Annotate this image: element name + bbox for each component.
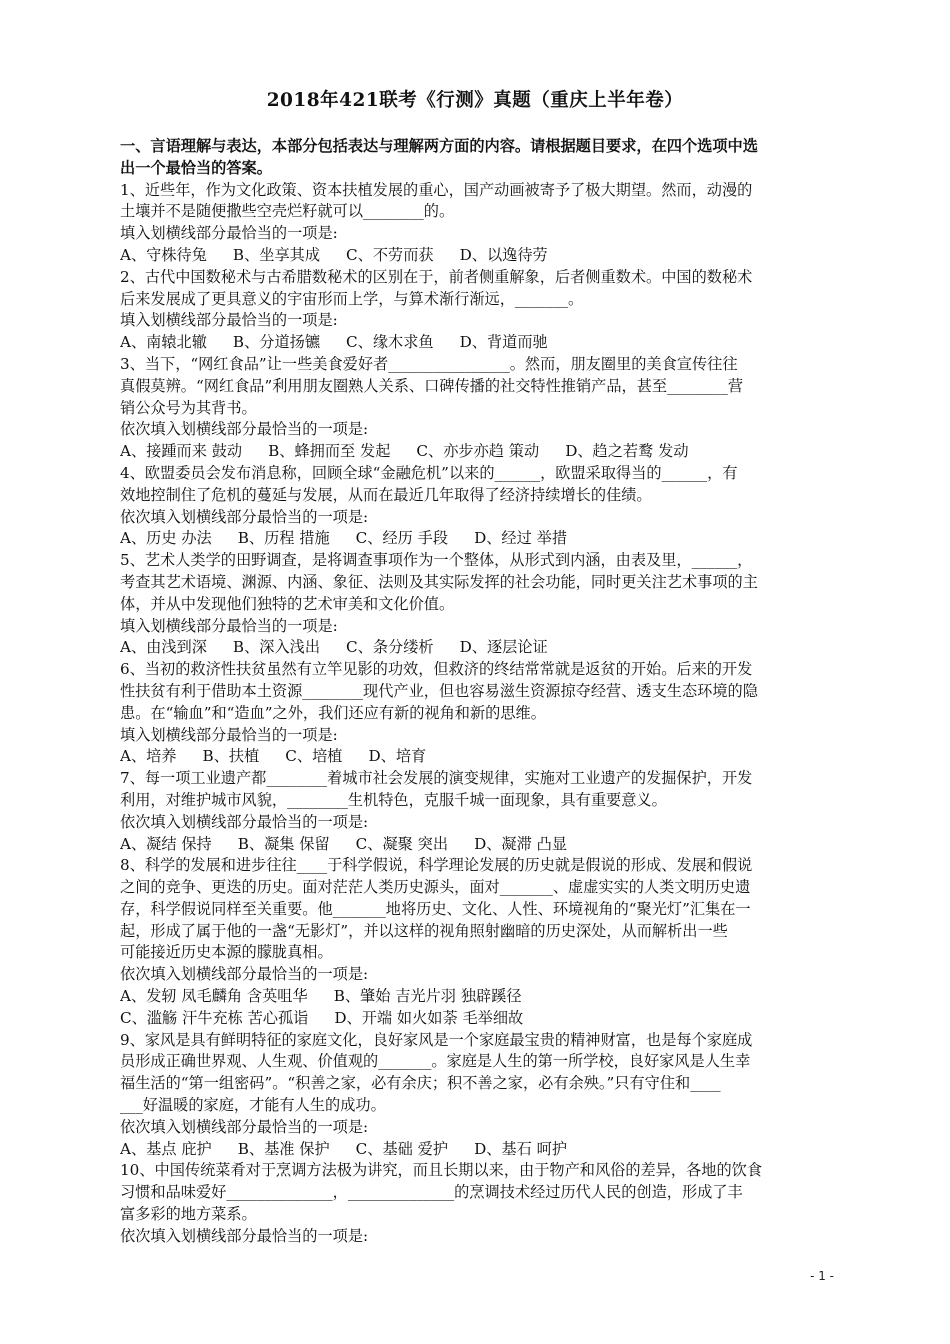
question-1 xyxy=(120,180,830,267)
question-stem: 9、家风是具有鲜明特征的家庭文化，良好家风是一个家庭最宝贵的精神财富，也是每个家庭成 xyxy=(120,1030,753,1049)
question-stem: 性扶贫有利于借助本土资源________现代产业，但也容易滋生资源掠夺经营、透支生态环境的隐 xyxy=(120,681,758,700)
option-c: C、培植 xyxy=(285,747,343,766)
question-options xyxy=(120,528,830,550)
question-10 xyxy=(120,1160,830,1247)
question-stem: 8、科学的发展和进步往往____于科学假说，科学理论发展的历史就是假说的形成、发展和假说 xyxy=(120,856,753,875)
question-stem: 6、当初的救济性扶贫虽然有立竿见影的功效，但救济的终结常常就是返贫的开始。后来的开发 xyxy=(120,660,753,679)
question-stem: ___好温暖的家庭，才能有人生的成功。 xyxy=(120,1096,386,1115)
question-stem: 之间的竞争、更迭的历史。面对茫茫人类历史源头，面对_______、虚虚实实的人类文明历史遗 xyxy=(120,878,751,897)
page-title: 2018年421联考《行测》真题（重庆上半年卷） xyxy=(266,90,684,111)
option-b: B、蜂拥而至 发起 xyxy=(268,442,391,461)
option-c: C、不劳而获 xyxy=(346,245,434,264)
option-b: B、历程 措施 xyxy=(237,529,330,548)
question-5 xyxy=(120,550,830,659)
option-a: A、南辕北辙 xyxy=(120,333,207,352)
question-stem: 体，并从中发现他们独特的艺术审美和文化价值。 xyxy=(120,594,455,613)
option-c: C、缘木求鱼 xyxy=(346,333,434,352)
question-prompt: 填入划横线部分最恰当的一项是: xyxy=(120,311,338,330)
question-4 xyxy=(120,463,830,550)
question-options xyxy=(120,441,830,463)
option-b: B、扶植 xyxy=(202,747,260,766)
section-heading-cont: 出一个最恰当的答案。 xyxy=(120,158,272,177)
question-stem: 利用，对维护城市风貌，________生机特色，克服千城一面现象，具有重要意义。 xyxy=(120,790,667,809)
option-a: A、历史 办法 xyxy=(120,529,212,548)
question-stem: 10、中国传统菜肴对于烹调方法极为讲究，而且长期以来，由于物产和风俗的差异，各地的饮食 xyxy=(120,1161,763,1180)
option-a: A、由浅到深 xyxy=(120,638,207,657)
question-stem: 2、古代中国数秘术与古希腊数秘术的区别在于，前者侧重解象，后者侧重数术。中国的数秘术 xyxy=(120,267,753,286)
option-d: D、趋之若鹜 发动 xyxy=(565,442,689,461)
option-d: D、凝滞 凸显 xyxy=(474,834,568,853)
question-options xyxy=(120,1139,830,1161)
section-heading: 一、言语理解与表达，本部分包括表达与理解两方面的内容。请根据题目要求，在四个选项中选 xyxy=(120,137,758,155)
question-stem: 4、欧盟委员会发布消息称，回顾全球“金融危机”以来的______，欧盟采取得当的______，有 xyxy=(120,463,738,482)
option-a: A、基点 庇护 xyxy=(120,1139,212,1158)
question-stem: 7、每一项工业遗产都________着城市社会发展的演变规律，实施对工业遗产的发掘保护，开发 xyxy=(120,769,753,788)
question-stem: 1、近些年，作为文化政策、资本扶植发展的重心，国产动画被寄予了极大期望。然而，动漫的 xyxy=(120,180,753,199)
option-c: C、滥觞 汗牛充栋 苦心孤诣 xyxy=(120,1008,309,1027)
option-a: A、发轫 凤毛麟角 含英咀华 xyxy=(120,987,308,1006)
question-prompt: 填入划横线部分最恰当的一项是: xyxy=(120,725,338,744)
option-b: B、凝集 保留 xyxy=(237,834,330,853)
question-options xyxy=(120,332,830,354)
question-prompt: 依次填入划横线部分最恰当的一项是: xyxy=(120,1117,369,1136)
question-options xyxy=(120,986,830,1008)
question-prompt: 填入划横线部分最恰当的一项是: xyxy=(120,224,338,243)
option-d: D、培育 xyxy=(368,747,427,766)
option-c: C、经历 手段 xyxy=(355,529,449,548)
option-c: C、条分缕析 xyxy=(346,638,434,657)
option-b: B、肇始 吉光片羽 独辟蹊径 xyxy=(333,987,522,1006)
question-stem: 真假莫辨。“网红食品”利用朋友圈熟人关系、口碑传播的社交特性推销产品，甚至________营 xyxy=(120,376,744,395)
question-3 xyxy=(120,354,830,463)
option-b: B、坐享其成 xyxy=(232,245,321,264)
question-stem: 3、当下，“网红食品”让一些美食爱好者________________。然而，朋友圈里的美食宣传往往 xyxy=(120,354,738,373)
question-prompt: 依次填入划横线部分最恰当的一项是: xyxy=(120,812,369,831)
question-options xyxy=(120,637,830,659)
question-prompt: 依次填入划横线部分最恰当的一项是: xyxy=(120,507,369,526)
question-6 xyxy=(120,659,830,768)
option-b: B、基准 保护 xyxy=(237,1139,330,1158)
question-prompt: 填入划横线部分最恰当的一项是: xyxy=(120,616,338,635)
question-8 xyxy=(120,855,830,1029)
question-stem: 销公众号为其背书。 xyxy=(120,398,257,417)
question-prompt: 依次填入划横线部分最恰当的一项是: xyxy=(120,965,369,984)
option-a: A、接踵而来 鼓动 xyxy=(120,442,243,461)
question-stem: 患。在“输血”和“造血”之外，我们还应有新的视角和新的思维。 xyxy=(120,703,546,722)
option-d: D、基石 呵护 xyxy=(474,1139,568,1158)
question-stem: 福生活的“第一组密码”。“积善之家，必有余庆；积不善之家，必有余殃。”只有守住和____ xyxy=(120,1074,721,1093)
option-a: A、守株待兔 xyxy=(120,245,207,264)
question-options xyxy=(120,834,830,856)
question-stem: 土壤并不是随便撒些空壳烂籽就可以________的。 xyxy=(120,202,455,221)
question-stem: 可能接近历史本源的朦胧真相。 xyxy=(120,943,333,962)
question-stem: 富多彩的地方菜系。 xyxy=(120,1205,257,1224)
question-2 xyxy=(120,267,830,354)
document-body xyxy=(120,136,830,1248)
question-stem: 后来发展成了更具意义的宇宙形而上学，与算术渐行渐远，_______。 xyxy=(120,289,584,308)
option-d: D、以逸待劳 xyxy=(459,245,548,264)
option-d: D、逐层论证 xyxy=(459,638,548,657)
option-b: B、深入浅出 xyxy=(232,638,321,657)
option-b: B、分道扬镳 xyxy=(232,333,321,352)
option-c: C、基础 爱护 xyxy=(355,1139,449,1158)
question-options xyxy=(120,245,830,267)
question-stem: 5、艺术人类学的田野调查，是将调查事项作为一个整体，从形式到内涵，由表及里，______， xyxy=(120,551,753,570)
question-stem: 存，科学假说同样至关重要。他_______地将历史、文化、人性、环境视角的“聚光灯”汇集在一 xyxy=(120,899,751,918)
question-stem: 员形成正确世界观、人生观、价值观的_______。家庭是人生的第一所学校，良好家风是人生幸 xyxy=(120,1052,751,1071)
option-a: A、培养 xyxy=(120,747,177,766)
option-c: C、亦步亦趋 策动 xyxy=(416,442,540,461)
question-prompt: 依次填入划横线部分最恰当的一项是: xyxy=(120,420,369,439)
page-number: - 1 - xyxy=(810,1269,834,1283)
question-stem: 习惯和品味爱好______________，______________的烹调技术经过历代人民的创造，形成了丰 xyxy=(120,1183,743,1202)
question-9 xyxy=(120,1030,830,1161)
question-options xyxy=(120,746,830,768)
question-stem: 起，形成了属于他的一盏“无影灯”，并以这样的视角照射幽暗的历史深处，从而解析出一些 xyxy=(120,921,728,940)
question-prompt: 依次填入划横线部分最恰当的一项是: xyxy=(120,1226,369,1245)
question-options xyxy=(120,1008,830,1030)
option-d: D、背道而驰 xyxy=(459,333,548,352)
question-stem: 效地控制住了危机的蔓延与发展，从而在最近几年取得了经济持续增长的佳绩。 xyxy=(120,485,652,504)
option-d: D、开端 如火如荼 毛举细故 xyxy=(334,1008,524,1027)
question-7 xyxy=(120,768,830,855)
option-c: C、凝聚 突出 xyxy=(355,834,449,853)
question-stem: 考查其艺术语境、渊源、内涵、象征、法则及其实际发挥的社会功能，同时更关注艺术事项的主 xyxy=(120,572,758,591)
option-d: D、经过 举措 xyxy=(474,529,568,548)
option-a: A、凝结 保持 xyxy=(120,834,212,853)
